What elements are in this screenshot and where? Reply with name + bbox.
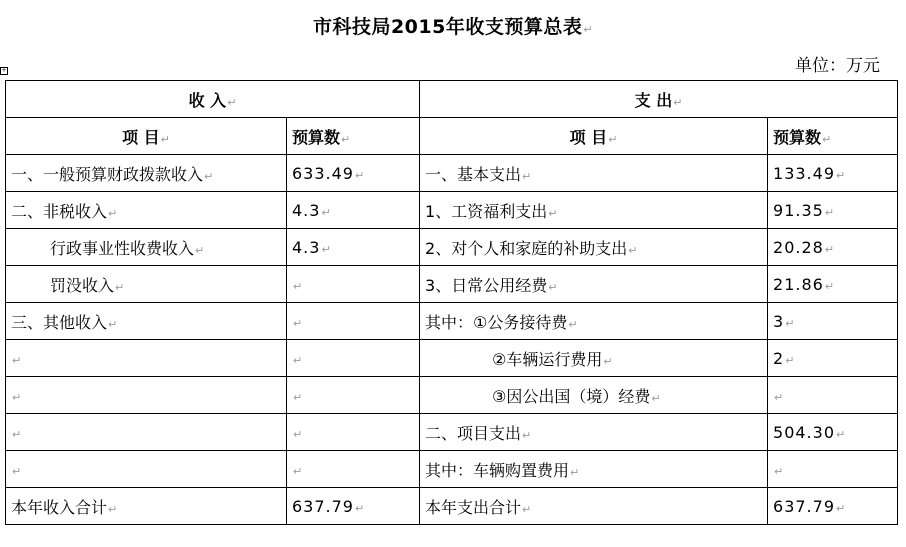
- income-item-cell: [6, 377, 287, 414]
- unit-label: 单位：万元: [795, 56, 880, 76]
- paragraph-mark-icon: ↵: [293, 427, 304, 441]
- table-row: [6, 340, 898, 377]
- table-row: [6, 229, 898, 266]
- paragraph-mark-icon: ↵: [195, 243, 205, 257]
- paragraph-mark-icon: ↵: [321, 205, 332, 219]
- expense-header: 支 出↵: [420, 81, 898, 118]
- paragraph-mark-icon: ↵: [824, 205, 836, 219]
- column-header-row: [6, 118, 898, 155]
- expense-amount-column-header: 预算数↵: [768, 118, 898, 155]
- income-total-label: 本年收入合计↵: [6, 488, 287, 525]
- table-row: [6, 192, 898, 229]
- income-item-cell: [6, 451, 287, 488]
- paragraph-mark-icon: ↵: [321, 242, 332, 256]
- paragraph-mark-icon: ↵: [354, 168, 366, 182]
- table-row: [6, 266, 898, 303]
- paragraph-mark-icon: ↵: [160, 132, 170, 146]
- paragraph-mark-icon: ↵: [108, 502, 118, 516]
- paragraph-mark-icon: ↵: [12, 464, 22, 478]
- expense-amount-cell: 2↵: [768, 340, 898, 377]
- paragraph-mark-icon: ↵: [293, 464, 304, 478]
- paragraph-mark-icon: ↵: [548, 280, 558, 294]
- paragraph-mark-icon: ↵: [822, 132, 832, 146]
- income-amount-cell: [287, 451, 420, 488]
- expense-amount-cell: 504.30↵: [768, 414, 898, 451]
- expense-total-amount: 637.79↵: [768, 488, 898, 525]
- income-amount-cell: [287, 303, 420, 340]
- paragraph-mark-icon: ↵: [603, 354, 613, 368]
- expense-item-cell: ③因公出国（境）经费↵: [420, 377, 768, 414]
- paragraph-mark-icon: ↵: [522, 428, 532, 442]
- income-amount-column-header: 预算数↵: [287, 118, 420, 155]
- paragraph-mark-icon: ↵: [785, 353, 796, 367]
- income-header: 收 入↵: [6, 81, 420, 118]
- paragraph-mark-icon: ↵: [568, 317, 578, 331]
- paragraph-mark-icon: ↵: [628, 243, 638, 257]
- paragraph-mark-icon: ↵: [293, 279, 304, 293]
- paragraph-mark-icon: ↵: [583, 23, 594, 36]
- paragraph-mark-icon: ↵: [12, 353, 22, 367]
- expense-item-cell: 3、日常公用经费↵: [420, 266, 768, 303]
- paragraph-mark-icon: ↵: [836, 501, 847, 515]
- expense-total-label: 本年支出合计↵: [420, 488, 768, 525]
- expense-item-cell: 2、对个人和家庭的补助支出↵: [420, 229, 768, 266]
- paragraph-mark-icon: ↵: [293, 316, 304, 330]
- paragraph-mark-icon: ↵: [651, 391, 661, 405]
- income-item-cell: [6, 340, 287, 377]
- paragraph-mark-icon: ↵: [824, 279, 836, 293]
- table-row: [6, 303, 898, 340]
- paragraph-mark-icon: ↵: [570, 465, 580, 479]
- income-item-cell: [6, 414, 287, 451]
- income-item-cell: 一、一般预算财政拨款收入↵: [6, 155, 287, 192]
- paragraph-mark-icon: ↵: [293, 390, 304, 404]
- income-amount-cell: [287, 266, 420, 303]
- paragraph-mark-icon: ↵: [785, 316, 796, 330]
- paragraph-mark-icon: ↵: [341, 132, 351, 146]
- budget-table: [5, 80, 898, 525]
- income-item-cell: 罚没收入↵: [6, 266, 287, 303]
- income-item-cell: 行政事业性收费收入↵: [6, 229, 287, 266]
- expense-amount-cell: 91.35↵: [768, 192, 898, 229]
- paragraph-mark-icon: ↵: [836, 168, 847, 182]
- table-header-row: [6, 81, 898, 118]
- paragraph-mark-icon: ↵: [548, 206, 558, 220]
- income-amount-cell: [287, 377, 420, 414]
- table-row: [6, 377, 898, 414]
- expense-amount-cell: 3↵: [768, 303, 898, 340]
- table-row: [6, 451, 898, 488]
- income-amount-cell: [287, 414, 420, 451]
- paragraph-mark-icon: ↵: [12, 390, 22, 404]
- income-amount-cell: 633.49↵: [287, 155, 420, 192]
- paragraph-mark-icon: ↵: [608, 132, 618, 146]
- paragraph-mark-icon: ↵: [522, 169, 532, 183]
- income-item-cell: 二、非税收入↵: [6, 192, 287, 229]
- paragraph-mark-icon: ↵: [354, 501, 366, 515]
- paragraph-mark-icon: ↵: [522, 502, 532, 516]
- document-title: 市科技局2015年收支预算总表↵: [312, 16, 594, 38]
- paragraph-mark-icon: ↵: [836, 427, 847, 441]
- expense-amount-cell: 20.28↵: [768, 229, 898, 266]
- paragraph-mark-icon: ↵: [12, 427, 22, 441]
- income-amount-cell: 4.3↵: [287, 229, 420, 266]
- income-item-column-header: 项 目↵: [6, 118, 287, 155]
- expense-item-cell: 其中：车辆购置费用↵: [420, 451, 768, 488]
- paragraph-mark-icon: ↵: [204, 169, 214, 183]
- expense-amount-cell: [768, 377, 898, 414]
- paragraph-mark-icon: ↵: [824, 242, 836, 256]
- income-amount-cell: [287, 340, 420, 377]
- paragraph-mark-icon: ↵: [673, 95, 683, 109]
- paragraph-mark-icon: ↵: [227, 95, 237, 109]
- expense-item-cell: ②车辆运行费用↵: [420, 340, 768, 377]
- paragraph-mark-icon: ↵: [293, 353, 304, 367]
- paragraph-mark-icon: ↵: [108, 317, 118, 331]
- expense-item-cell: 1、工资福利支出↵: [420, 192, 768, 229]
- income-item-cell: 三、其他收入↵: [6, 303, 287, 340]
- paragraph-mark-icon: ↵: [774, 390, 785, 404]
- income-amount-cell: 4.3↵: [287, 192, 420, 229]
- expense-item-cell: 一、基本支出↵: [420, 155, 768, 192]
- paragraph-mark-icon: ↵: [774, 464, 785, 478]
- table-total-row: [6, 488, 898, 525]
- paragraph-mark-icon: ↵: [108, 206, 118, 220]
- expense-item-column-header: 项 目↵: [420, 118, 768, 155]
- expense-item-cell: 二、项目支出↵: [420, 414, 768, 451]
- income-total-amount: 637.79↵: [287, 488, 420, 525]
- table-row: [6, 155, 898, 192]
- paragraph-mark-icon: ↵: [115, 280, 125, 294]
- expense-amount-cell: 133.49↵: [768, 155, 898, 192]
- expense-amount-cell: 21.86↵: [768, 266, 898, 303]
- expense-amount-cell: [768, 451, 898, 488]
- table-move-handle-icon[interactable]: +: [1, 67, 7, 74]
- table-row: [6, 414, 898, 451]
- expense-item-cell: 其中：①公务接待费↵: [420, 303, 768, 340]
